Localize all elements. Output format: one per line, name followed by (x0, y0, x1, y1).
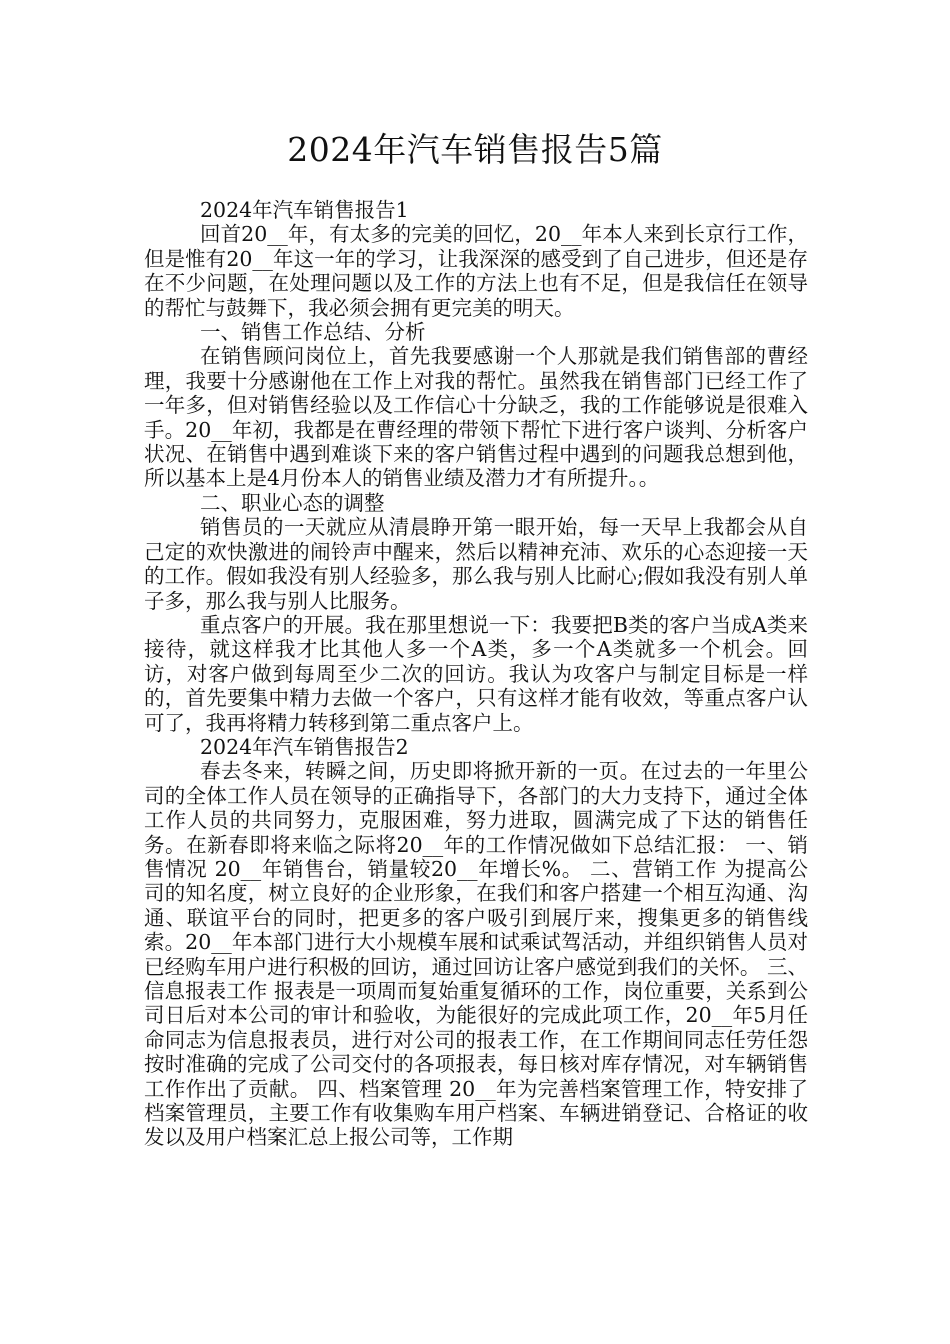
section-heading-sales-summary: 一、销售工作总结、分析 (200, 320, 426, 345)
section-heading-report-2: 2024年汽车销售报告2 (200, 734, 409, 759)
paragraph-mindset: 销售员的一天就应从清晨睁开第一眼开始，每一天早上我都会从自己定的欢快激进的闹铃声中醒来，然后以精神充沛、欢乐的心态迎接一天的工作。假如我没有别人经验多，那么我与别人比耐心;假如我没有别人单子多，那么我与别人比服务。 (144, 515, 808, 613)
paragraph-intro: 回首20__年，有太多的完美的回忆，20__年本人来到长京行工作，但是惟有20__年这一年的学习，让我深深的感受到了自己进步，但还是存在不少问题，在处理问题以及工作的方法上也有不足，但是我信任在领导的帮忙与鼓舞下，我必须会拥有更完美的明天。 (144, 222, 808, 320)
section-heading-mindset: 二、职业心态的调整 (200, 490, 385, 515)
paragraph-sales-summary: 在销售顾问岗位上，首先我要感谢一个人那就是我们销售部的曹经理，我要十分感谢他在工作上对我的帮忙。虽然我在销售部门已经工作了一年多，但对销售经验以及工作信心十分缺乏，我的工作能够说是很难入手。20__年初，我都是在曹经理的带领下帮忙下进行客户谈判、分析客户状况、在销售中遇到难谈下来的客户销售过程中遇到的问题我总想到他，所以基本上是4月份本人的销售业绩及潜力才有所提升。。 (144, 344, 808, 491)
document-title: 2024年汽车销售报告5篇 (287, 130, 663, 169)
document-body (144, 198, 808, 1150)
paragraph-report-2: 春去冬来，转瞬之间，历史即将掀开新的一页。在过去的一年里公司的全体工作人员在领导的正确指导下，各部门的大力支持下，通过全体工作人员的共同努力，克服困难，努力进取，圆满完成了下达的销售任务。在新春即将来临之际将20__年的工作情况做如下总结汇报： 一、销售情况 20__年销售台，销量较20__年增长%。 二、营销工作 为提高公司的知名度，树立良好的企业形象，在我们和客户搭建一个相互沟通、沟通、联谊平台的同时，把更多的客户吸引到展厅来，搜集更多的销售线索。20__年本部门进行大小规模车展和试乘试驾活动，并组织销售人员对已经购车用户进行积极的回访，通过回访让客户感觉到我们的关怀。 三、信息报表工作 报表是一项周而复始重复循环的工作，岗位重要，关系到公司日后对本公司的审计和验收，为能很好的完成此项工作，20__年5月任命同志为信息报表员，进行对公司的报表工作，在工作期间同志任劳任怨按时准确的完成了公司交付的各项报表，每日核对库存情况，对车辆销售工作作出了贡献。 四、档案管理 20__年为完善档案管理工作，特安排了档案管理员，主要工作有收集购车用户档案、车辆进销登记、合格证的收发以及用户档案汇总上报公司等，工作期 (144, 759, 808, 1150)
paragraph-key-clients: 重点客户的开展。我在那里想说一下：我要把B类的客户当成A类来接待，就这样我才比其他人多一个A类，多一个A类就多一个机会。回访，对客户做到每周至少二次的回访。我认为攻客户与制定目标是一样的，首先要集中精力去做一个客户，只有这样才能有收效，等重点客户认可了，我再将精力转移到第二重点客户上。 (144, 612, 808, 735)
section-heading-report-1: 2024年汽车销售报告1 (200, 198, 409, 222)
